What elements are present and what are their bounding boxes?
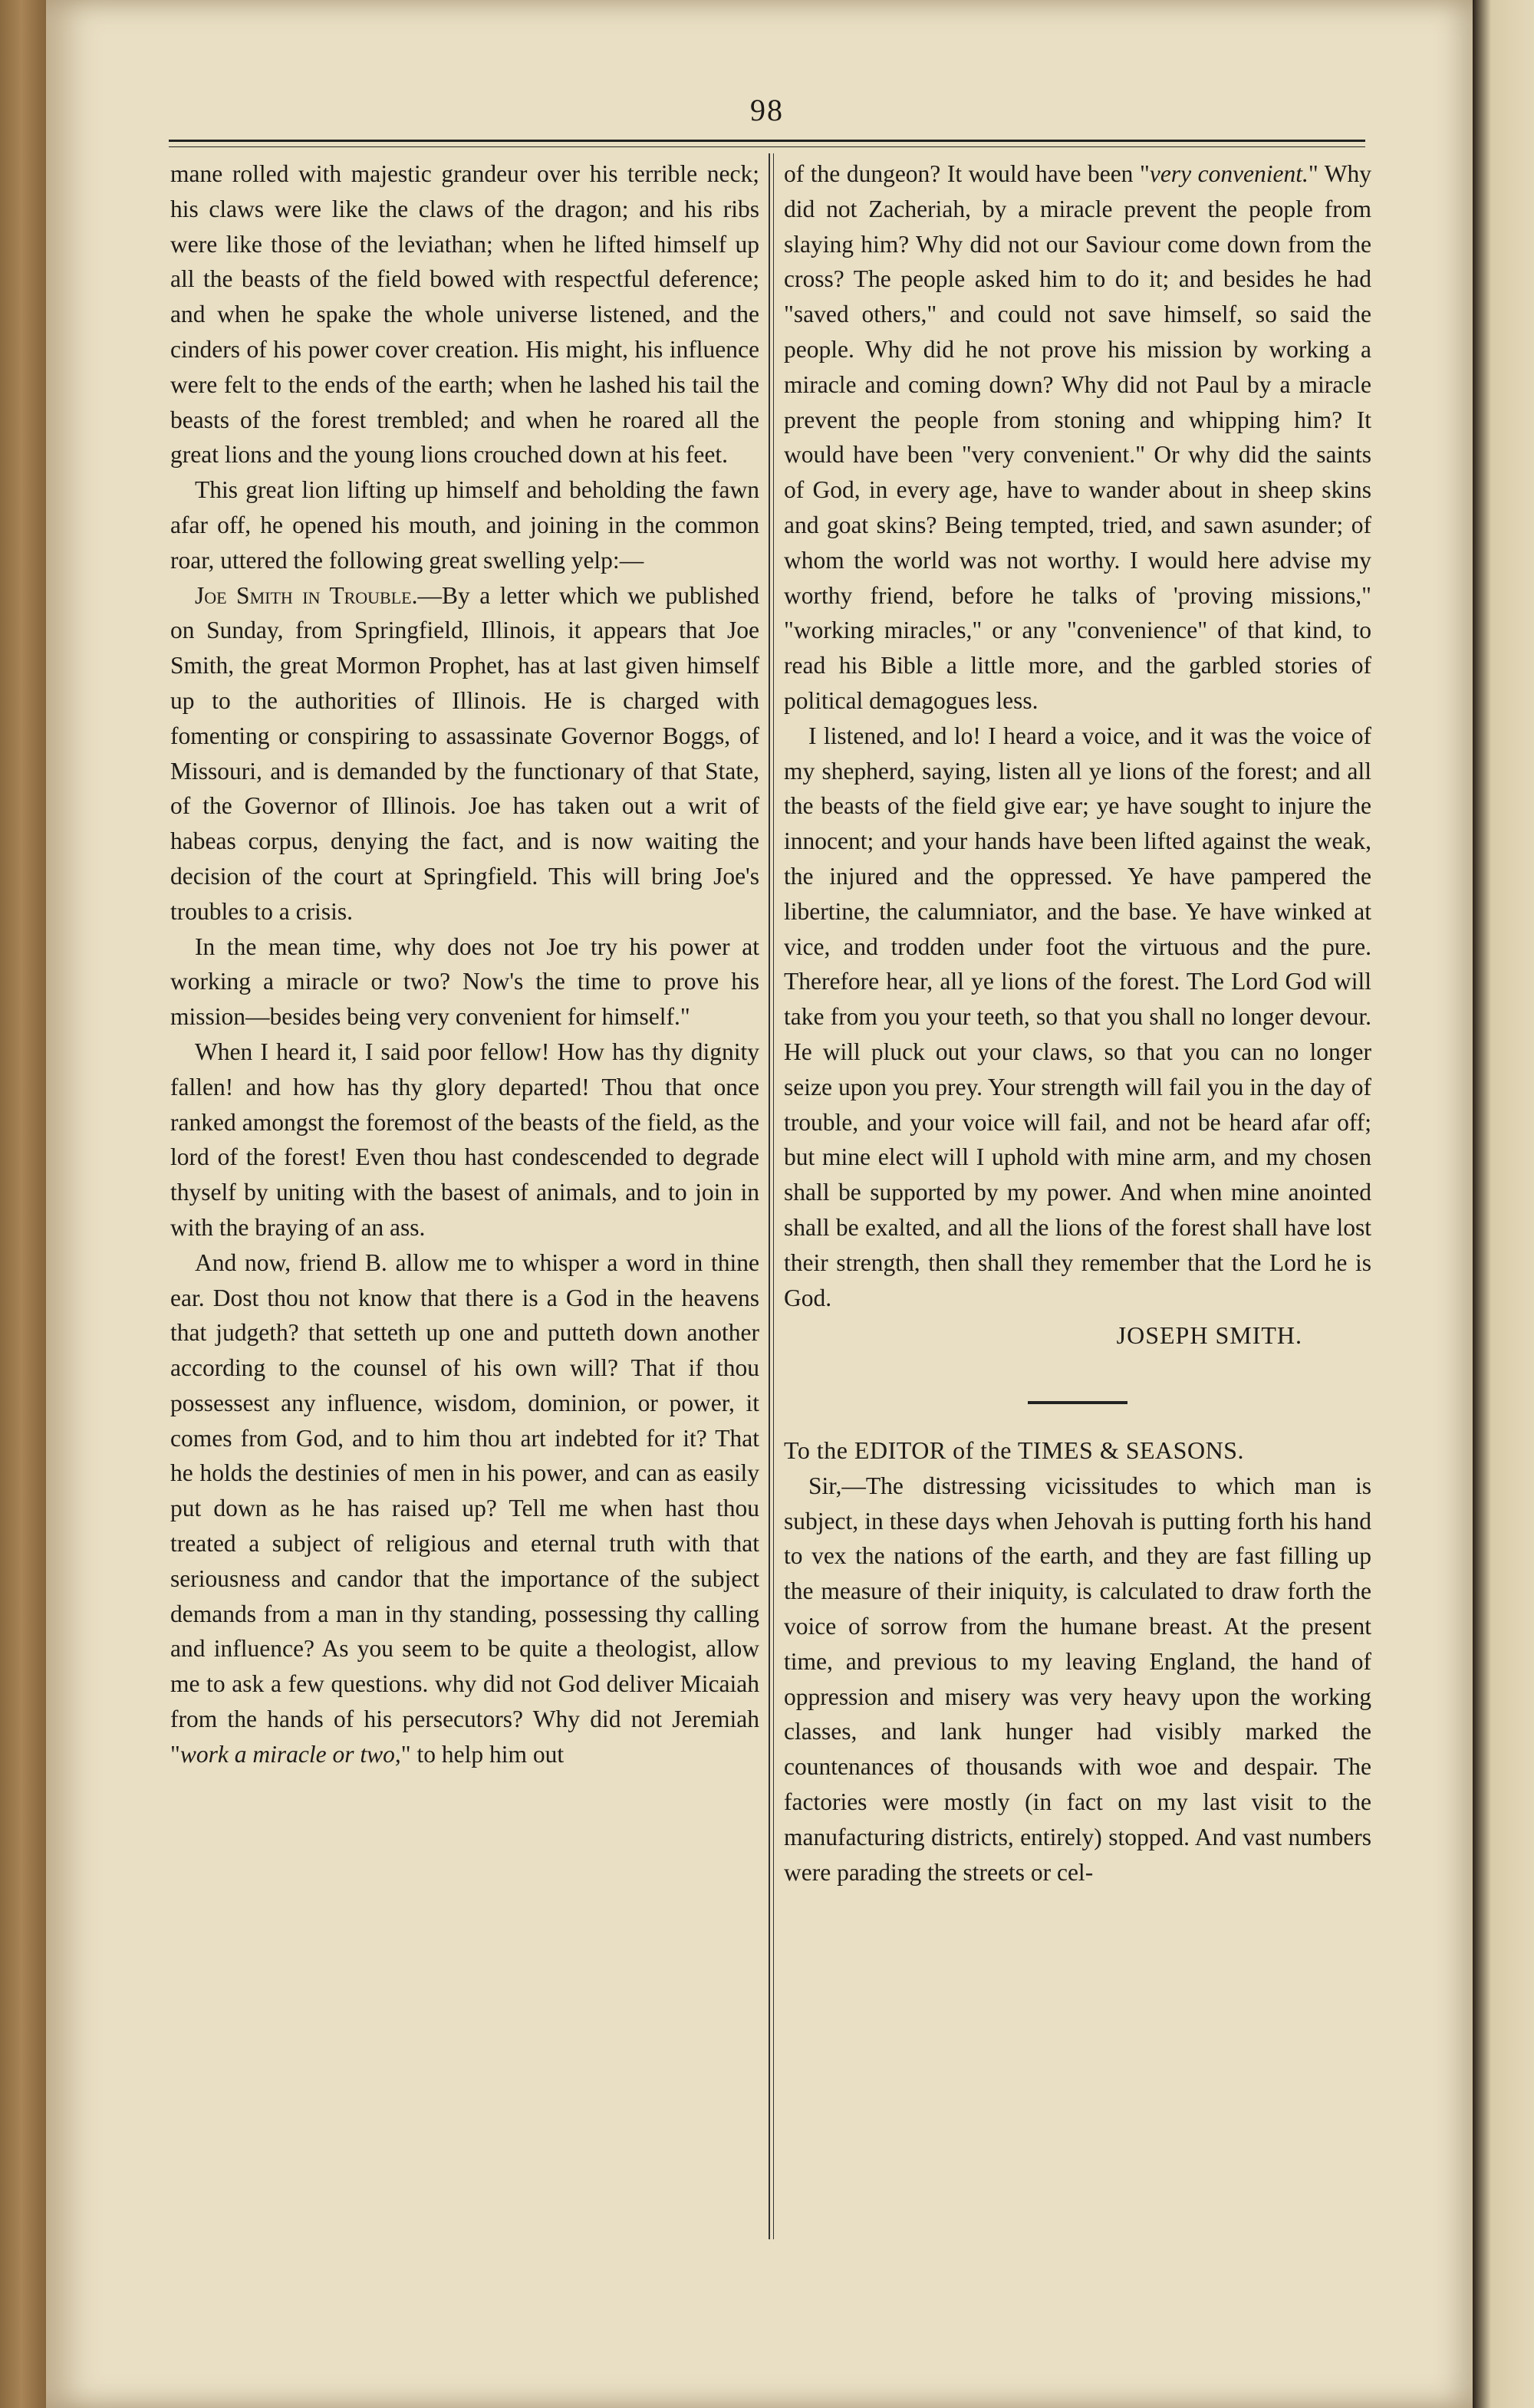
paragraph: mane rolled with majestic grandeur over his terrible neck; his claws were like the claws of the dragon; and his ribs were like those of the leviathan; when he lifted himself up all the beasts of the field bowed with respectful deference; and when he spake the whole universe listened, and the cinders of his power cover creation. His might, his influence were felt to the ends of the earth; when he lashed his tail the beasts of the forest trembled; and when he roared all the great lions and the young lions crouched down at his feet.	[170, 160, 759, 469]
column-divider	[769, 153, 774, 2239]
paragraph: When I heard it, I said poor fellow! How has thy dignity fallen! and how has thy glory departed! Thou that once ranked amongst the foremost of the beasts of the field, as the lord of the forest! Even thou hast condescended to degrade thyself by uniting with the basest of animals, and to join in with the braying of an ass.	[170, 1038, 759, 1241]
page-header	[169, 92, 1365, 146]
paragraph: I listened, and lo! I heard a voice, and it was the voice of my shepherd, saying, listen all ye lions of the forest; and all the beasts of the field give ear; ye have sought to injure the innocent; and your hands have been lifted against the weak, the injured and the oppressed. Ye have pampered the libertine, the calumniator, and the base. Ye have winked at vice, and trodden under foot the virtuous and the pure. Therefore hear, all ye lions of the forest. The Lord God will take from you your teeth, so that you shall no longer devour. He will pluck out your claws, so that you can no longer seize upon you prey. Your strength will fail you in the day of trouble, and your voice will fail, and not be heard afar off; but mine elect will I uphold with mine arm, and my chosen shall be supported by my power. And when mine anointed shall be exalted, and all the lions of the forest shall have lost their strength, then shall they remember that the Lord he is God.	[784, 722, 1371, 1311]
news-item	[170, 578, 759, 929]
section-divider	[1028, 1401, 1127, 1404]
italic-phrase: work a miracle or two,	[179, 1740, 401, 1768]
signature: JOSEPH SMITH.	[1116, 1321, 1302, 1350]
news-item-heading: Joe Smith in Trouble.	[195, 581, 418, 609]
paragraph-text: of the dungeon? It would have been "	[784, 160, 1150, 187]
paragraph-text: " Why did not Zacheriah, by a miracle prevent the people from slaying him? Why did not our Saviour come down from the cross? The people asked him to do it; and besides he had "saved others," and could not save himself, so said the people. Why did he not prove his mission by working a miracle and coming down? Why did not Paul by a miracle prevent the people from stoning and whipping him? It would have been "very convenient." Or why did the saints of God, in every age, have to wander about in sheep skins and goat skins? Being tempted, tried, and sawn asunder; of whom the world was not worthy. I would here advise my worthy friend, before he talks of 'proving missions," "working miracles," or any "convenience" of that kind, to read his Bible a little more, and the garbled stories of political demagogues less.	[784, 160, 1371, 714]
paragraph-text: " to help him out	[400, 1740, 565, 1768]
paragraph: In the mean time, why does not Joe try his power at working a miracle or two? Now's the time to prove his mission—besides being very convenient for himself."	[170, 933, 759, 1031]
italic-phrase: very convenient.	[1149, 160, 1309, 187]
header-rule	[169, 140, 1365, 147]
page-number: 98	[750, 93, 784, 127]
next-page-edge	[1473, 0, 1534, 2408]
right-column	[784, 156, 1371, 1890]
news-item-body: —By a letter which we published on Sunday, from Springfield, Illinois, it appears that Joe Smith, the great Mormon Prophet, has at last given himself up to the authorities of Illinois. He is charged with fomenting or conspiring to assassinate Governor Boggs, of Missouri, and is demanded by the functionary of that State, of the Governor of Illinois. Joe has taken out a writ of habeas corpus, denying the fact, and is now waiting the decision of the court at Springfield. This will bring Joe's troubles to a crisis.	[170, 581, 759, 925]
paragraph	[784, 156, 1371, 719]
paragraph: This great lion lifting up himself and beholding the fawn afar off, he opened his mouth, and joining in the common roar, uttered the following great swelling yelp:—	[170, 476, 759, 574]
paragraph-text: And now, friend B. allow me to whisper a word in thine ear. Dost thou not know that there is a God in the heavens that judgeth? that setteth up one and putteth down another according to the counsel of his own will? That if thou possessest any influence, wisdom, dominion, or power, it comes from God, and to him thou art indebted for it? That he holds the destinies of men in his power, and can as easily put down as he has raised up? Tell me when hast thou treated a subject of religious and eternal truth with that seriousness and candor that the importance of the subject demands from a man in thy standing, possessing thy calling and influence? As you seem to be quite a theologist, allow me to ask a few questions. why did not God deliver Micaiah from the hands of his persecutors? Why did not Jeremiah "	[170, 1248, 759, 1768]
paragraph	[170, 1245, 759, 1772]
left-column	[170, 156, 759, 1772]
letter-heading: To the EDITOR of the TIMES & SEASONS.	[784, 1436, 1244, 1465]
paragraph: Sir,—The distressing vicissitudes to which man is subject, in these days when Jehovah is putting forth his hand to vex the nations of the earth, and they are fast filling up the measure of their iniquity, is calculated to draw forth the voice of sorrow from the humane breast. At the present time, and previous to my leaving England, the hand of oppression and misery was very heavy upon the working classes, and lank hunger had visibly marked the countenances of thousands with woe and despair. The factories were mostly (in fact on my last visit to the manufacturing districts, entirely) stopped. And vast numbers were parading the streets or cel-	[784, 1472, 1371, 1886]
